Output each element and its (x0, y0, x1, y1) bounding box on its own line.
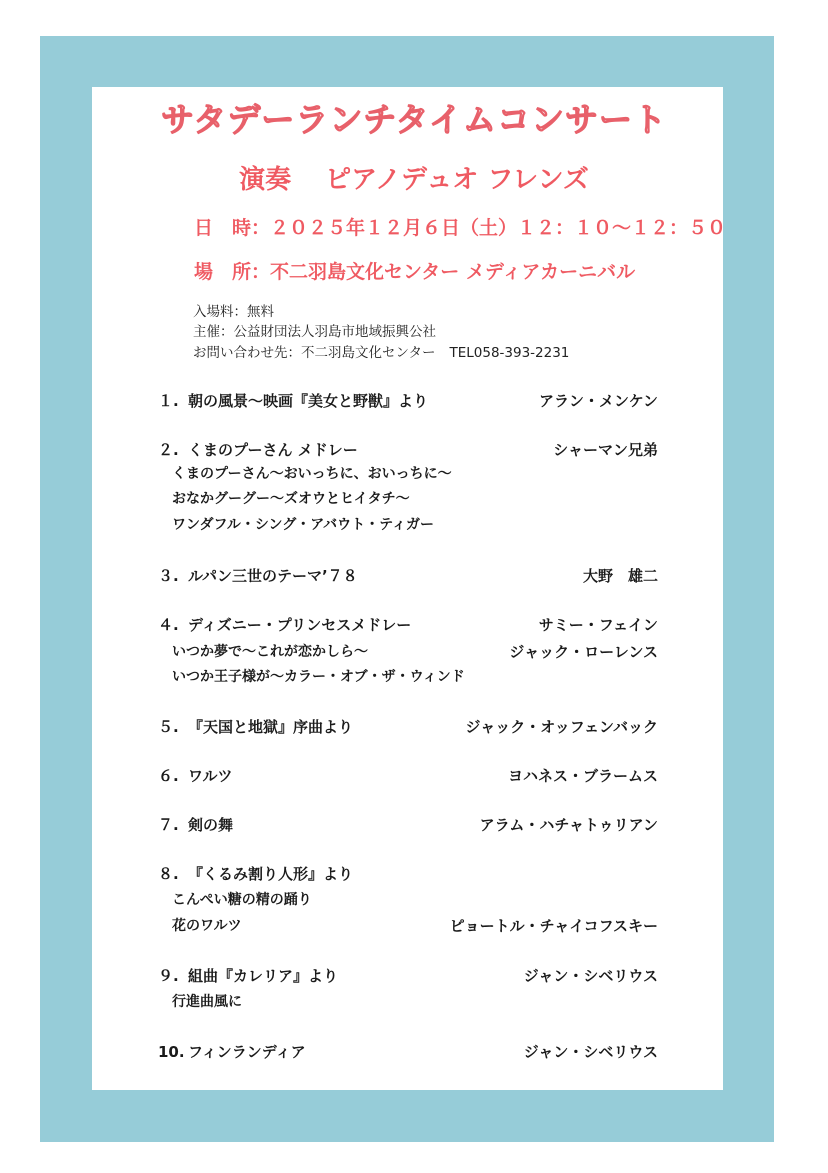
program-title: 朝の風景～映画『美女と野獣』より (188, 392, 429, 410)
program-title: フィンランディア (188, 1043, 306, 1061)
program-number: ２. (158, 441, 179, 459)
program-composer: ヨハネス・ブラームス (507, 767, 658, 785)
subitem-title: こんぺい糖の精の踊り (172, 892, 312, 908)
program-subitem (172, 889, 658, 911)
program-composer: シャーマン兄弟 (553, 441, 658, 459)
venue-line (194, 260, 635, 284)
date-label: 日 時： (194, 217, 271, 239)
performance-line (0, 164, 828, 196)
program-number: ８. (158, 865, 179, 883)
program-number: 10. (158, 1043, 185, 1061)
program-subitem (172, 488, 658, 510)
subitem-title: ワンダフル・シング・アバウト・ティガー (172, 517, 435, 533)
program-subitem (172, 915, 658, 937)
subitem-title: おなかグーグー～ズオウとヒイタチ～ (172, 491, 410, 507)
program-title: ルパン三世のテーマ’７８ (188, 567, 358, 585)
program-title: 『くるみ割り人形』より (188, 865, 354, 883)
program-number: ５. (158, 718, 179, 736)
program-item (158, 389, 658, 413)
program-item (158, 1040, 658, 1064)
program-composer: 大野 雄二 (582, 567, 658, 585)
program-title: 剣の舞 (188, 816, 234, 834)
program-subitem (172, 514, 658, 536)
performance-label: 演奏 (239, 165, 292, 195)
program-subitem (172, 666, 658, 688)
program-title: 『天国と地獄』序曲より (188, 718, 354, 736)
admission-text: 入場料：無料 (193, 304, 274, 320)
subitem-title: いつか王子様が～カラー・オブ・ザ・ウィンド (172, 669, 465, 685)
program-item (158, 764, 658, 788)
subitem-composer: ジャック・ローレンス (509, 643, 658, 661)
contact-label: お問い合わせ先：不二羽島文化センター (193, 345, 436, 361)
concert-title: サタデーランチタイムコンサート (160, 100, 668, 139)
venue-value: 不二羽島文化センター メディアカーニバル (270, 261, 636, 283)
venue-label: 場 所： (194, 261, 271, 283)
program-composer: アラム・ハチャトゥリアン (479, 816, 658, 834)
program-number: ６. (158, 767, 179, 785)
program-composer: ジャック・オッフェンバック (465, 718, 658, 736)
organizer-text: 主催：公益財団法人羽島市地域振興公社 (193, 324, 436, 340)
program-number: ３. (158, 567, 179, 585)
contact-line (193, 344, 569, 362)
program-item (158, 862, 658, 886)
subitem-composer: ピョートル・チャイコフスキー (449, 917, 658, 935)
subitem-title: 花のワルツ (172, 918, 242, 934)
program-composer: ジャン・シベリウス (523, 1043, 658, 1061)
subitem-title: 行進曲風に (172, 994, 242, 1010)
date-value: ２０２５年１２月６日（土）１２：１０～１２：５０ (270, 217, 727, 239)
program-subitem (172, 991, 658, 1013)
program-title: ディズニー・プリンセスメドレー (188, 616, 412, 634)
program-title: 組曲『カレリア』より (188, 967, 339, 985)
program-item (158, 613, 658, 637)
program-title: ワルツ (188, 767, 233, 785)
program-composer: ジャン・シベリウス (523, 967, 658, 985)
program-title: くまのプーさん メドレー (188, 441, 358, 459)
performer-name: ピアノデュオ フレンズ (325, 165, 589, 195)
program-composer: サミー・フェイン (538, 616, 658, 634)
program-item (158, 964, 658, 988)
program-subitem (172, 463, 658, 485)
program-composer: アラン・メンケン (539, 392, 658, 410)
program-number: ７. (158, 816, 179, 834)
subitem-title: くまのプーさん～おいっちに、おいっちに～ (172, 466, 452, 482)
program-number: ４. (158, 616, 179, 634)
date-line (194, 216, 726, 240)
program-subitem (172, 641, 658, 663)
subitem-title: いつか夢で～これが恋かしら～ (172, 644, 368, 660)
program-item (158, 715, 658, 739)
program-item (158, 564, 658, 588)
program-item (158, 813, 658, 837)
contact-tel: TEL058-393-2231 (449, 345, 570, 361)
program-item (158, 438, 658, 462)
program-number: ９. (158, 967, 179, 985)
program-number: １. (158, 392, 179, 410)
